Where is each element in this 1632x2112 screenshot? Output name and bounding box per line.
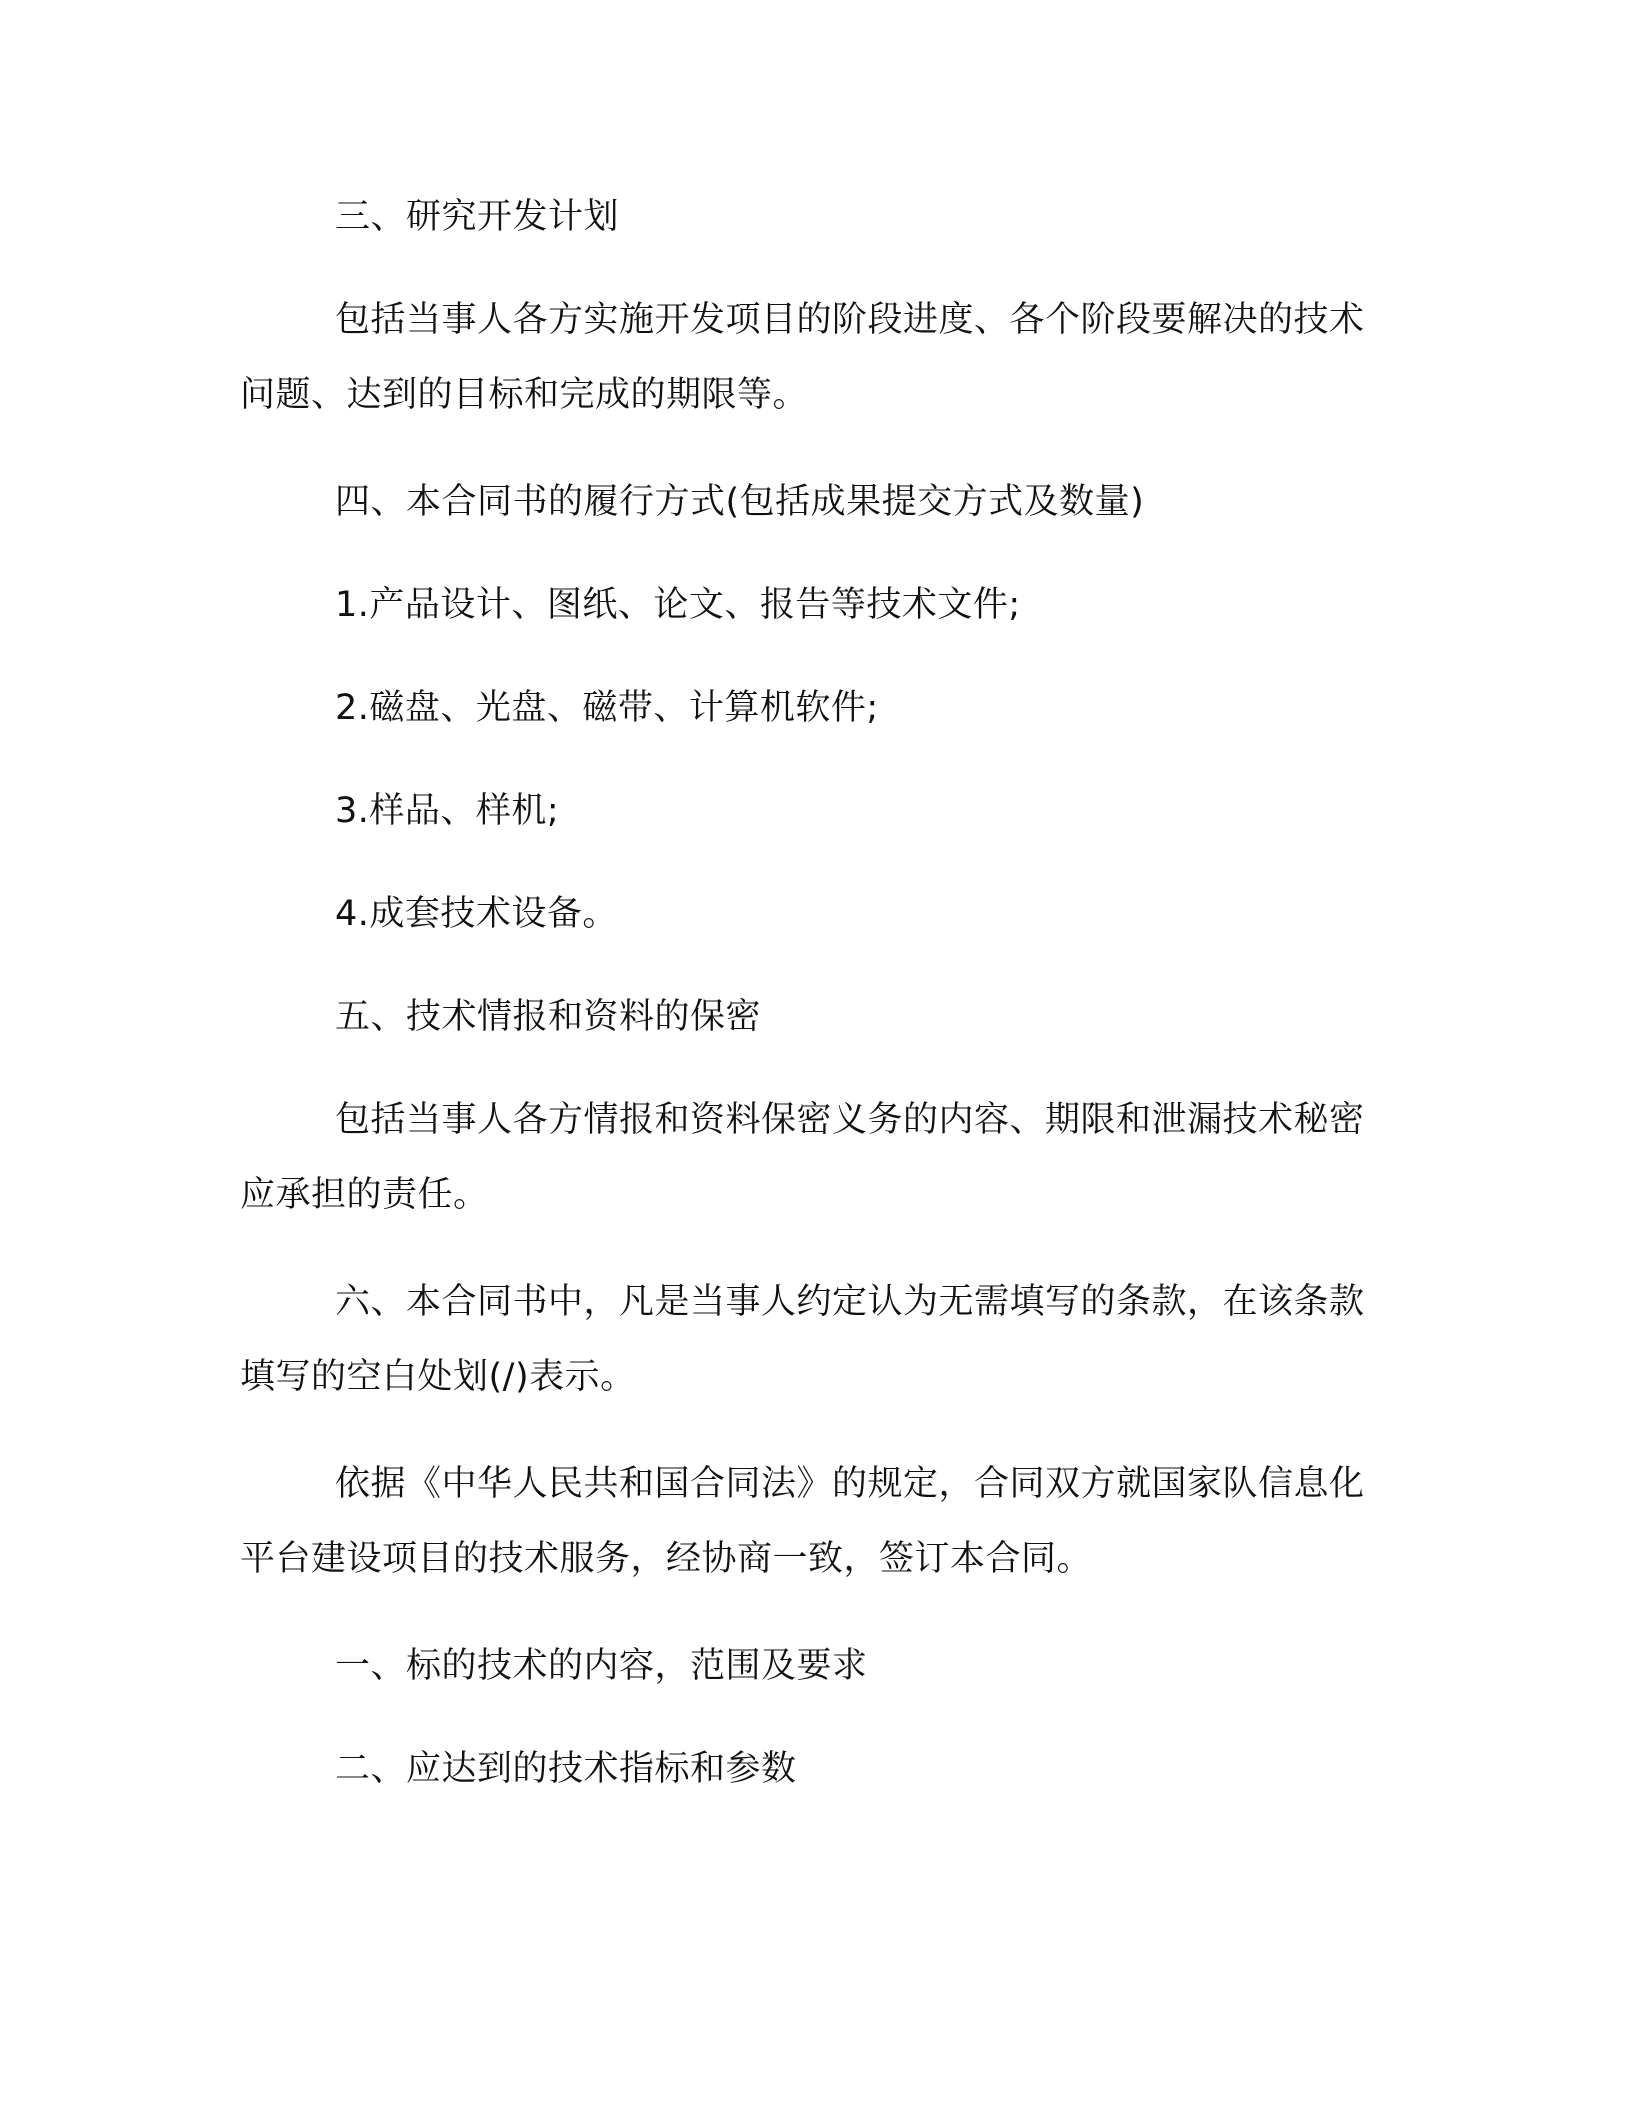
heading-subject-technology: 一、标的技术的内容，范围及要求 xyxy=(335,1646,868,1686)
heading-technical-indicators: 二、应达到的技术指标和参数 xyxy=(335,1749,797,1789)
paragraph-contract-basis: 依据《中华人民共和国合同法》的规定，合同双方就国家队信息化平台建设项目的技术服务，经协商一致，签订本合同。 xyxy=(240,1464,1365,1579)
list-item-samples: 3.样品、样机; xyxy=(335,791,560,831)
paragraph-blank-clauses: 六、本合同书中，凡是当事人约定认为无需填写的条款，在该条款填写的空白处划(/)表示。 xyxy=(240,1282,1365,1397)
paragraph-development-schedule: 包括当事人各方实施开发项目的阶段进度、各个阶段要解决的技术问题、达到的目标和完成的期限等。 xyxy=(240,300,1365,415)
heading-confidentiality: 五、技术情报和资料的保密 xyxy=(335,997,762,1037)
heading-performance-method: 四、本合同书的履行方式(包括成果提交方式及数量) xyxy=(335,482,1145,522)
list-item-equipment: 4.成套技术设备。 xyxy=(335,894,618,934)
list-item-storage-media: 2.磁盘、光盘、磁带、计算机软件; xyxy=(335,688,879,728)
paragraph-confidentiality-obligations: 包括当事人各方情报和资料保密义务的内容、期限和泄漏技术秘密应承担的责任。 xyxy=(240,1100,1365,1215)
list-item-technical-documents: 1.产品设计、图纸、论文、报告等技术文件; xyxy=(335,585,1021,625)
heading-research-plan: 三、研究开发计划 xyxy=(335,197,620,237)
